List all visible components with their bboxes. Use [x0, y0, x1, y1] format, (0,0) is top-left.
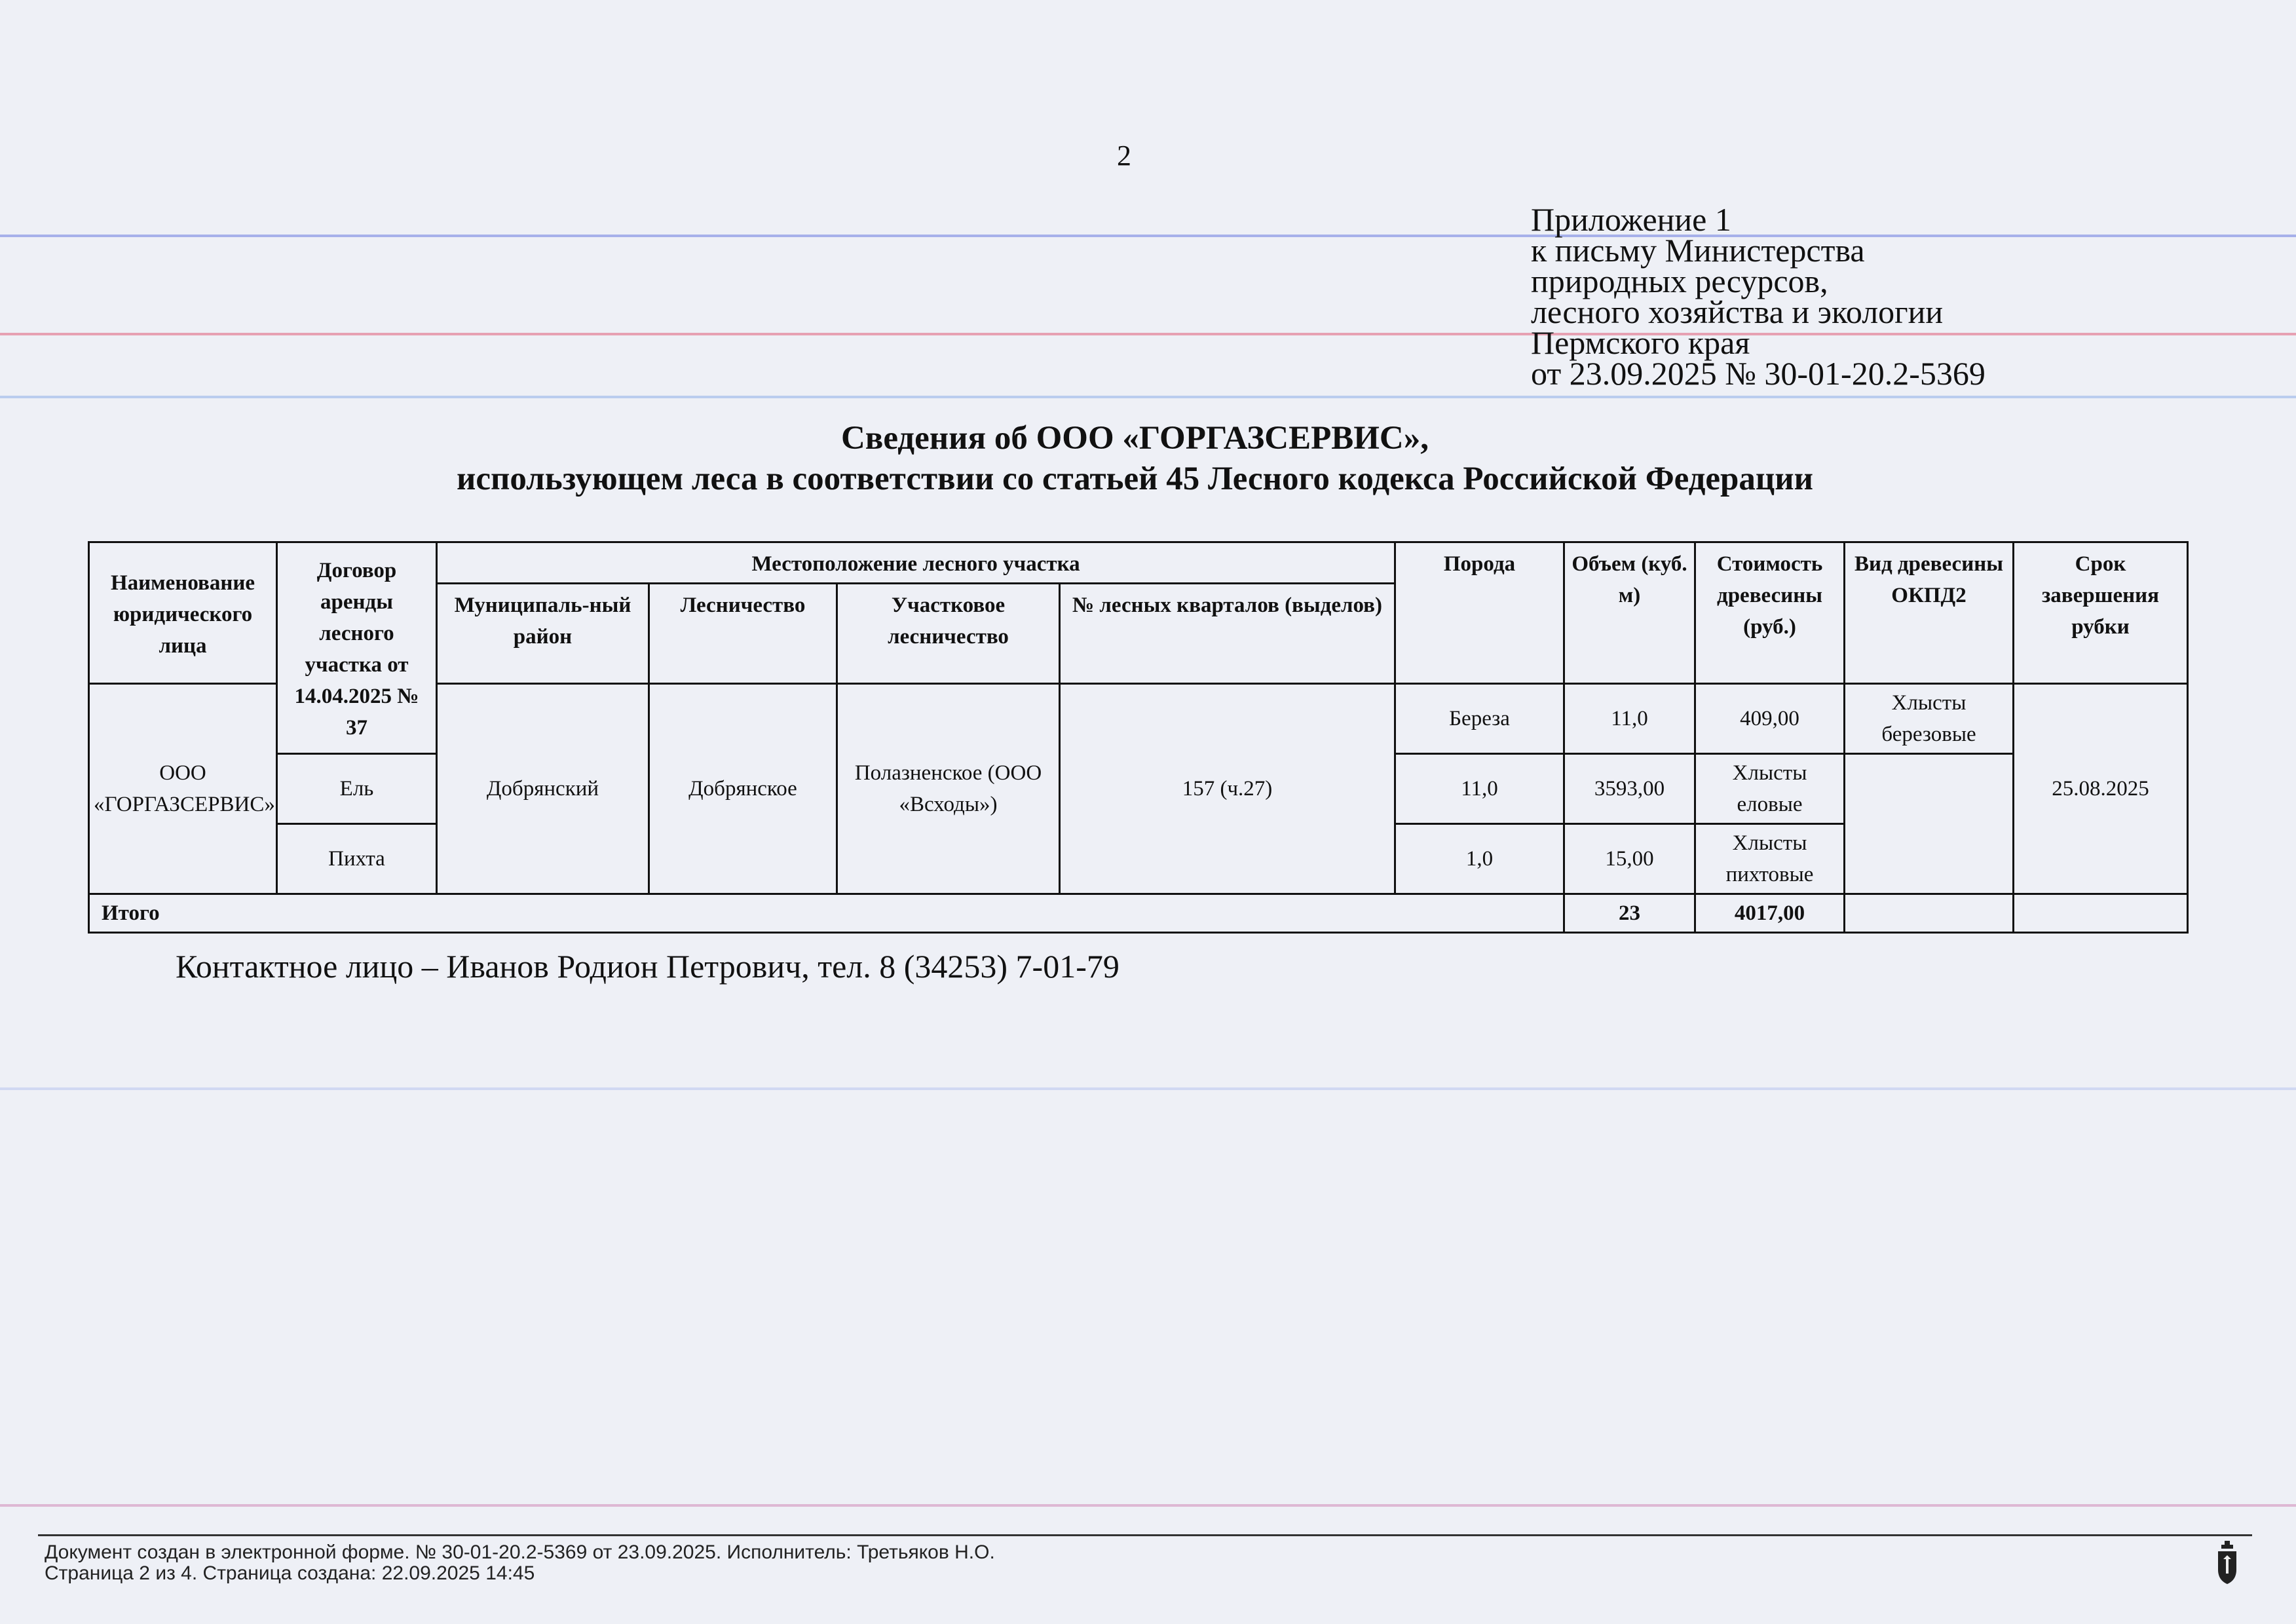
- entity-cell: ООО «ГОРГАЗСЕРВИС»: [89, 684, 277, 894]
- header-deadline: Срок завершения рубки: [2014, 542, 2188, 684]
- title-line-2: использующем леса в соответствии со статьей 45 Лесного кодекса Российской Федерации: [456, 461, 1814, 497]
- header-sub-forestry: Участковое лесничество: [837, 584, 1060, 684]
- species-cell: Береза: [1395, 684, 1564, 754]
- title-line-1: Сведения об ООО «ГОРГАЗСЕРВИС»,: [840, 420, 1429, 457]
- document-title: [0, 418, 2270, 499]
- cost-cell: 409,00: [1695, 684, 1845, 754]
- scan-artifact-line: [0, 396, 2296, 398]
- total-label: Итого: [89, 894, 1564, 933]
- header-species: Порода: [1395, 542, 1564, 684]
- header-cost: Стоимость древесины (руб.): [1695, 542, 1845, 684]
- header-row: [89, 542, 2188, 584]
- footer-divider: [38, 1534, 2252, 1536]
- total-row: [89, 894, 2188, 933]
- quarters-cell: 157 (ч.27): [1060, 684, 1395, 894]
- scan-artifact-line: [0, 1504, 2296, 1507]
- appendix-line: Пермского края: [1531, 324, 1750, 361]
- header-volume: Объем (куб. м): [1564, 542, 1695, 684]
- cost-cell: 15,00: [1564, 824, 1695, 894]
- coat-of-arms-icon: [2214, 1539, 2240, 1585]
- footer-line-1: Документ создан в электронной форме. № 30-01-20.2-5369 от 23.09.2025. Исполнитель: Третьяков Н.О.: [45, 1541, 995, 1563]
- footer: [45, 1542, 995, 1584]
- header-quarters: № лесных кварталов (выделов): [1060, 584, 1395, 684]
- volume-cell: 1,0: [1395, 824, 1564, 894]
- forestry-cell: Добрянское: [649, 684, 837, 894]
- district-cell: Добрянский: [437, 684, 649, 894]
- header-legal-entity: Наименование юридического лица: [89, 542, 277, 684]
- cost-cell: 3593,00: [1564, 754, 1695, 824]
- sub-forestry-cell: Полазненское (ООО «Всходы»): [837, 684, 1060, 894]
- header-district: Муниципаль-ный район: [437, 584, 649, 684]
- appendix-line: от 23.09.2025 № 30-01-20.2-5369: [1531, 355, 1985, 392]
- volume-cell: 11,0: [1395, 754, 1564, 824]
- appendix-note: [1531, 201, 1985, 392]
- empty-cell: [2014, 894, 2188, 933]
- total-cost: 4017,00: [1695, 894, 1845, 933]
- header-wood-type: Вид древесины ОКПД2: [1845, 542, 2014, 684]
- header-lease-contract: Договор аренды лесного участка от 14.04.2025 № 37: [277, 542, 437, 754]
- appendix-line: Приложение 1: [1531, 201, 1731, 238]
- appendix-line: природных ресурсов,: [1531, 263, 1828, 299]
- species-cell: Ель: [277, 754, 437, 824]
- header-forestry: Лесничество: [649, 584, 837, 684]
- header-location: Местоположение лесного участка: [437, 542, 1395, 584]
- total-volume: 23: [1564, 894, 1695, 933]
- scan-artifact-line: [0, 1087, 2296, 1090]
- contact-person: Контактное лицо – Иванов Родион Петрович, тел. 8 (34253) 7-01-79: [176, 948, 1120, 985]
- wood-type-cell: Хлысты пихтовые: [1695, 824, 1845, 894]
- page-number: 2: [1117, 140, 1131, 172]
- appendix-line: лесного хозяйства и экологии: [1531, 293, 1944, 330]
- appendix-line: к письму Министерства: [1531, 232, 1865, 269]
- deadline-cell: 25.08.2025: [2014, 684, 2188, 894]
- empty-cell: [1845, 894, 2014, 933]
- wood-type-cell: Хлысты березовые: [1845, 684, 2014, 754]
- footer-line-2: Страница 2 из 4. Страница создана: 22.09.2025 14:45: [45, 1562, 535, 1584]
- volume-cell: 11,0: [1564, 684, 1695, 754]
- wood-type-cell: Хлысты еловые: [1695, 754, 1845, 824]
- species-cell: Пихта: [277, 824, 437, 894]
- forest-use-table: [88, 541, 2189, 934]
